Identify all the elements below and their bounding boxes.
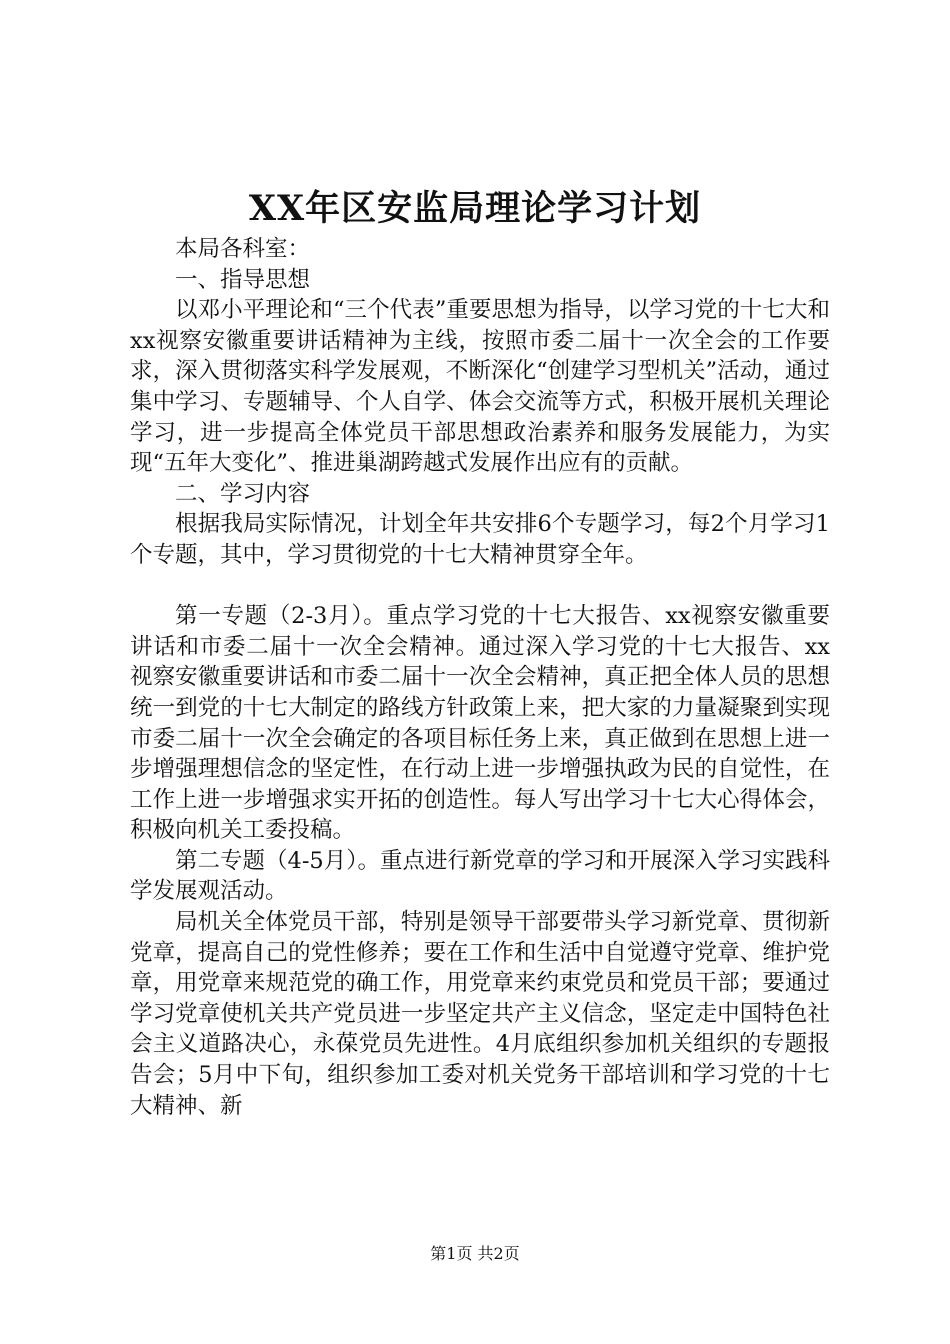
document-title: XX年区安监局理论学习计划 bbox=[248, 188, 702, 229]
paragraph-study-overview: 根据我局实际情况，计划全年共安排6个专题学习，每2个月学习1个专题，其中，学习贯彻党的十七大精神贯穿全年。 bbox=[130, 511, 830, 568]
salutation: 本局各科室： bbox=[175, 236, 311, 262]
document-body bbox=[130, 234, 830, 1121]
paragraph-topic-1: 第一专题（2-3月）。重点学习党的十七大报告、xx视察安徽重要讲话和市委二届十一次全会精神。通过深入学习党的十七大报告、xx视察安徽重要讲话和市委二届十一次全会精神，真正把全体人员的思想统一到党的十七大制定的路线方针政策上来，把大家的力量凝聚到实现市委二届十一次全会确定的各项目标任务上来，真正做到在思想上进一步增强理想信念的坚定性，在行动上进一步增强执政为民的自觉性，在工作上进一步增强求实开拓的创造性。每人写出学习十七大心得体会，积极向机关工委投稿。 bbox=[130, 603, 830, 844]
section-heading-study-content: 二、学习内容 bbox=[175, 480, 311, 507]
paragraph-topic-2: 第二专题（4-5月）。重点进行新党章的学习和开展深入学习实践科学发展观活动。 bbox=[130, 847, 830, 905]
paragraph-spacer bbox=[130, 571, 830, 602]
page-number-footer: 第1页 共2页 bbox=[430, 1244, 520, 1263]
paragraph-topic-2-detail: 局机关全体党员干部，特别是领导干部要带头学习新党章、贯彻新党章，提高自己的党性修养；要在工作和生活中自觉遵守党章、维护党章，用党章来规范党的确工作，用党章来约束党员和党员干部；要通过学习党章使机关共产党员进一步坚定共产主义信念，坚定走中国特色社会主义道路决心，永葆党员先进性。4月底组织参加机关组织的专题报告会；5月中下旬，组织参加工委对机关党务干部培训和学习党的十七大精神、新 bbox=[130, 909, 830, 1119]
paragraph-guiding-ideology: 以邓小平理论和“三个代表”重要思想为指导，以学习党的十七大和xx视察安徽重要讲话精神为主线，按照市委二届十一次全会的工作要求，深入贯彻落实科学发展观，不断深化“创建学习型机关”活动，通过集中学习、专题辅导、个人自学、体会交流等方式，积极开展机关理论学习，进一步提高全体党员干部思想政治素养和服务发展能力，为实现“五年大变化”、推进巢湖跨越式发展作出应有的贡献。 bbox=[130, 297, 830, 477]
section-heading-guiding-ideology: 一、指导思想 bbox=[175, 266, 311, 293]
